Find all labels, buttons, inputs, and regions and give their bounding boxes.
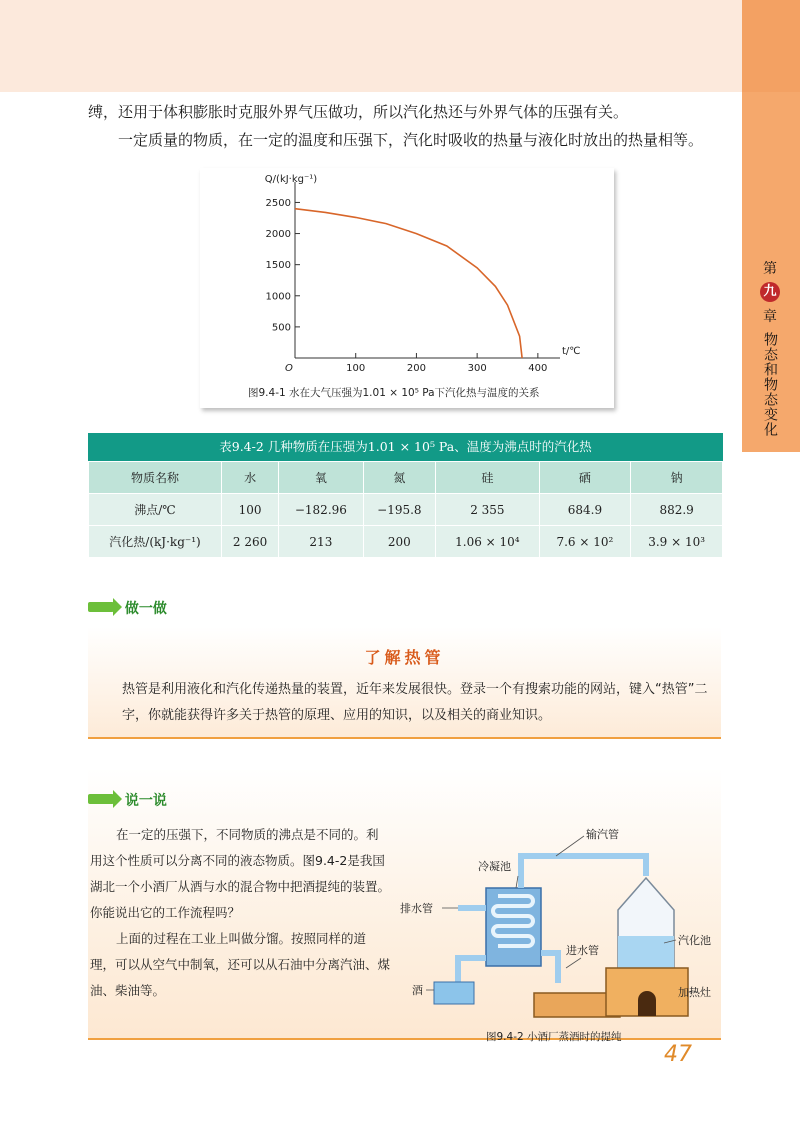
col-header-water: 水 (222, 462, 279, 494)
x-axis-label: t/℃ (562, 346, 581, 357)
heat-curve (295, 209, 522, 358)
y-axis-label: Q/(kJ·kg⁻¹) (264, 174, 318, 185)
paragraph-1: 缚，还用于体积膨胀时克服外界气压做功，所以汽化热还与外界气体的压强有关。 (88, 103, 629, 121)
y-tick-label: 2000 (265, 229, 291, 241)
label-steam-pipe: 输汽管 (586, 828, 619, 841)
table-cell: 882.9 (631, 494, 723, 526)
page-number: 47 (664, 1042, 692, 1067)
discuss-panel (88, 768, 721, 1043)
y-tick-label: 1000 (265, 291, 291, 303)
y-tick-label: 2500 (265, 197, 291, 209)
x-tick-label: 300 (467, 363, 487, 374)
label-drain-pipe: 排水管 (400, 902, 433, 915)
label-liquor: 酒 (412, 984, 423, 997)
vaporizer-liquid (618, 936, 674, 968)
table-cell: 3.9 × 10³ (631, 526, 723, 558)
do-it-label: 做一做 (124, 601, 167, 617)
table-cell: 1.06 × 10⁴ (436, 526, 539, 558)
chapter-prefix: 第 (763, 261, 777, 277)
liquor-container (434, 982, 474, 1004)
x-tick-label: 200 (406, 363, 426, 374)
discuss-label: 说一说 (124, 793, 167, 809)
table-cell: 684.9 (539, 494, 631, 526)
col-header-oxygen: 氧 (279, 462, 363, 494)
distillation-apparatus-diagram (400, 808, 721, 1043)
y-tick-label: 500 (271, 322, 291, 334)
row-label-heat: 汽化热/(kJ·kg⁻¹) (89, 526, 222, 558)
paragraph-2: 一定质量的物质，在一定的温度和压强下，汽化时吸收的热量与液化时放出的热量相等。 (118, 131, 704, 149)
x-tick-label: 400 (528, 363, 548, 374)
col-header-silicon: 硅 (436, 462, 539, 494)
do-it-panel (88, 627, 721, 739)
chapter-title: 物态和物态变化 (762, 332, 778, 437)
table-cell: 213 (279, 526, 363, 558)
table-cell: −182.96 (279, 494, 363, 526)
table-header-row (89, 462, 723, 494)
col-header-sodium: 钠 (631, 462, 723, 494)
figure-2-caption: 图9.4-2 小酒厂蒸酒时的提纯 (486, 1031, 622, 1043)
inlet-pipe (541, 953, 558, 983)
label-inlet-pipe: 进水管 (566, 944, 599, 957)
vaporization-heat-table (88, 433, 723, 558)
label-condenser: 冷凝池 (478, 860, 511, 873)
col-header-substance: 物质名称 (89, 462, 222, 494)
table-caption: 表9.4-2 几种物质在压强为1.01 × 10⁵ Pa、温度为沸点时的汽化热 (88, 433, 723, 461)
discuss-paragraph-1: 在一定的压强下，不同物质的沸点是不同的。利用这个性质可以分离不同的液态物质。图9.4-2是我国湖北一个小酒厂从酒与水的混合物中把酒提纯的装置。你能说出它的工作流程吗？ (90, 827, 391, 920)
y-tick-label: 1500 (265, 260, 291, 272)
label-vaporizer: 汽化池 (678, 934, 711, 947)
table-cell: 2 355 (436, 494, 539, 526)
table-cell: −195.8 (363, 494, 436, 526)
label-stove: 加热灶 (678, 986, 711, 999)
col-header-selenium: 硒 (539, 462, 631, 494)
stove-opening (638, 991, 656, 1016)
figure-1-caption: 图9.4-1 水在大气压强为1.01 × 10⁵ Pa下汽化热与温度的关系 (248, 387, 540, 399)
do-it-text: 热管是利用液化和汽化传递热量的装置，近年来发展很快。登录一个有搜索功能的网站，键入“热管”二字，你就能获得许多关于热管的原理、应用的知识，以及相关的商业知识。 (122, 682, 708, 723)
table-cell: 200 (363, 526, 436, 558)
arrow-icon (88, 602, 114, 612)
x-tick-label: 100 (346, 363, 366, 374)
discuss-text (90, 822, 390, 1004)
do-it-banner (88, 598, 720, 622)
table-cell: 2 260 (222, 526, 279, 558)
header-band (0, 0, 742, 92)
table-cell: 100 (222, 494, 279, 526)
arrow-icon (88, 794, 114, 804)
do-it-title: 了解热管 (364, 648, 445, 667)
chapter-suffix: 章 (763, 309, 777, 325)
chapter-label (752, 258, 788, 441)
table-cell: 7.6 × 10² (539, 526, 631, 558)
table-row (89, 494, 723, 526)
origin-label: O (285, 363, 293, 374)
row-label-boiling-point: 沸点/℃ (89, 494, 222, 526)
heat-of-vaporization-chart (240, 168, 580, 386)
steam-pipe (521, 856, 646, 888)
table-row (89, 526, 723, 558)
discuss-paragraph-2: 上面的过程在工业上叫做分馏。按照同样的道理，可以从空气中制氧，还可以从石油中分离汽油、煤油、柴油等。 (90, 931, 391, 998)
chapter-number: 九 (760, 282, 780, 302)
col-header-nitrogen: 氮 (363, 462, 436, 494)
